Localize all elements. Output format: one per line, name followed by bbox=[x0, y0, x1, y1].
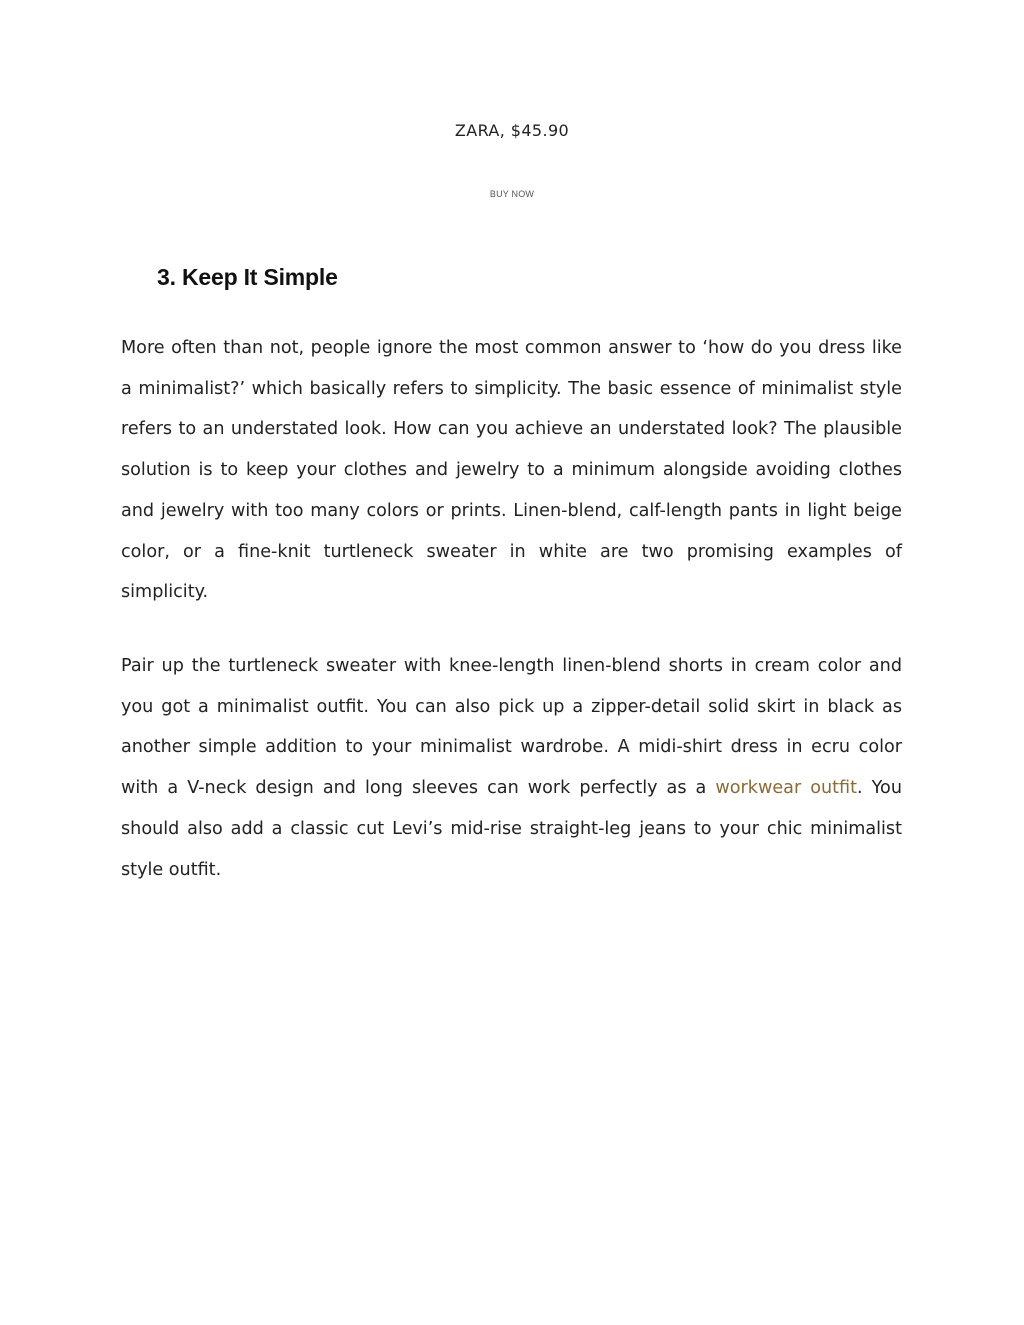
buy-now-button[interactable]: BUY NOW bbox=[489, 189, 535, 199]
paragraph-2-text-before-link: Pair up the turtleneck sweater with knee-length linen-blend shorts in cream color and you got a minimalist outfit. You can also pick up a zipper-detail solid skirt in black as another simple addition to your minimalist wardrobe. A midi-shirt dress in ecru color with a V-neck design and long sleeves can work perfectly as a bbox=[121, 656, 902, 799]
section-heading: 3. Keep It Simple bbox=[157, 264, 338, 290]
product-price-line: ZARA, $45.90 bbox=[454, 121, 570, 140]
body-paragraph-2 bbox=[121, 646, 902, 890]
body-paragraph-1: More often than not, people ignore the most common answer to ‘how do you dress like a minimalist?’ which basically refers to simplicity. The basic essence of minimalist style refers to an understated look. How can you achieve an understated look? The plausible solution is to keep your clothes and jewelry to a minimum alongside avoiding clothes and jewelry with too many colors or prints. Linen-blend, calf-length pants in light beige color, or a fine-knit turtleneck sweater in white are two promising examples of simplicity. bbox=[121, 338, 902, 603]
workwear-outfit-link[interactable]: workwear outfit bbox=[715, 778, 858, 799]
paragraph-2-text-after-link: . You should also add a classic cut Levi’s mid-rise straight-leg jeans to your chic minimalist style outfit. bbox=[121, 778, 902, 880]
